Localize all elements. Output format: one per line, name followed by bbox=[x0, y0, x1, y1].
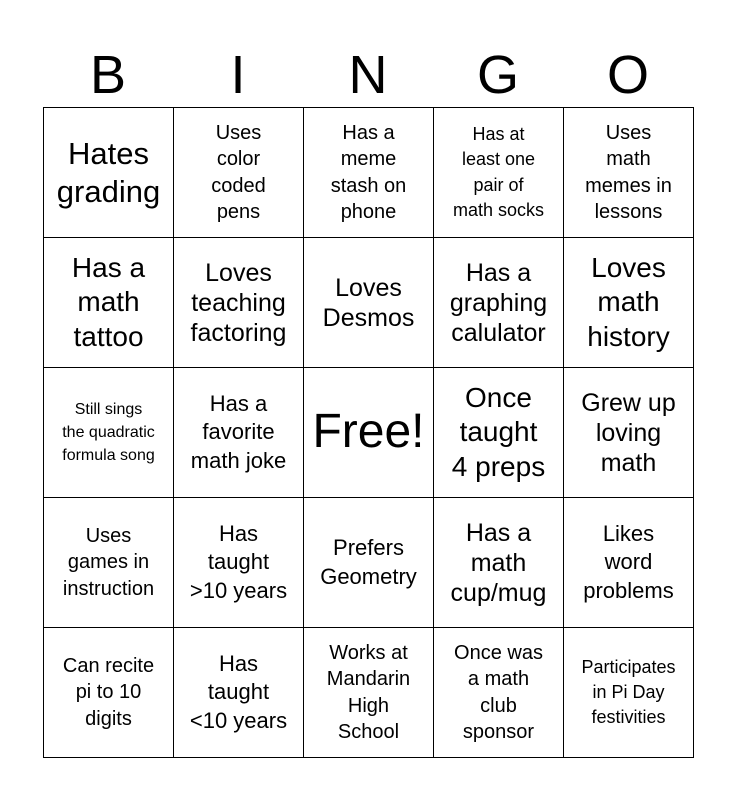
bingo-cell[interactable] bbox=[174, 238, 304, 368]
bingo-cell[interactable] bbox=[434, 108, 564, 238]
cell-label: Has taught <10 years bbox=[189, 650, 288, 733]
cell-label: Loves Desmos bbox=[322, 273, 415, 332]
cell-label: Once was a math club sponsor bbox=[454, 641, 543, 743]
cell-label: Has taught >10 years bbox=[189, 520, 288, 603]
cell-label: Prefers Geometry bbox=[320, 534, 417, 589]
free-space-label: Free! bbox=[312, 405, 425, 459]
bingo-cell[interactable] bbox=[174, 368, 304, 498]
bingo-cell[interactable] bbox=[44, 368, 174, 498]
bingo-cell[interactable] bbox=[44, 498, 174, 628]
bingo-grid bbox=[43, 107, 694, 758]
bingo-cell[interactable] bbox=[434, 628, 564, 758]
cell-label: Participates in Pi Day festivities bbox=[581, 656, 676, 728]
cell-label: Loves teaching factoring bbox=[190, 258, 287, 347]
bingo-cell[interactable] bbox=[174, 108, 304, 238]
bingo-cell[interactable] bbox=[304, 498, 434, 628]
grid-row bbox=[44, 368, 694, 498]
cell-label: Has a math tattoo bbox=[71, 252, 146, 352]
bingo-cell[interactable] bbox=[304, 628, 434, 758]
bingo-cell[interactable] bbox=[174, 628, 304, 758]
cell-label: Once taught 4 preps bbox=[451, 382, 546, 482]
cell-label: Has a math cup/mug bbox=[450, 518, 547, 607]
grid-row bbox=[44, 238, 694, 368]
bingo-cell[interactable] bbox=[564, 108, 694, 238]
header-letter-o: O bbox=[606, 45, 649, 105]
bingo-cell[interactable] bbox=[434, 238, 564, 368]
bingo-cell[interactable] bbox=[44, 108, 174, 238]
header-letter-g: G bbox=[476, 45, 519, 105]
bingo-cell[interactable] bbox=[564, 238, 694, 368]
header-letter-b: B bbox=[89, 45, 127, 105]
grid-row bbox=[44, 628, 694, 758]
bingo-cell[interactable] bbox=[44, 628, 174, 758]
cell-label: Hates grading bbox=[56, 136, 161, 209]
cell-label: Has a meme stash on phone bbox=[330, 121, 407, 223]
bingo-header bbox=[43, 44, 693, 106]
bingo-cell[interactable] bbox=[174, 498, 304, 628]
cell-label: Has at least one pair of math socks bbox=[452, 124, 545, 220]
cell-label: Uses color coded pens bbox=[211, 121, 266, 223]
cell-label: Has a favorite math joke bbox=[190, 390, 287, 473]
cell-label: Uses math memes in lessons bbox=[585, 121, 672, 223]
cell-label: Grew up loving math bbox=[581, 388, 676, 477]
bingo-cell[interactable] bbox=[304, 238, 434, 368]
bingo-cell[interactable] bbox=[304, 108, 434, 238]
bingo-cell[interactable] bbox=[564, 498, 694, 628]
bingo-cell[interactable] bbox=[564, 368, 694, 498]
bingo-cell[interactable] bbox=[434, 498, 564, 628]
free-space-cell[interactable] bbox=[304, 368, 434, 498]
header-letter-i: I bbox=[230, 45, 246, 105]
cell-label: Works at Mandarin High School bbox=[326, 641, 411, 743]
bingo-cell[interactable] bbox=[564, 628, 694, 758]
bingo-cell[interactable] bbox=[434, 368, 564, 498]
grid-row bbox=[44, 108, 694, 238]
cell-label: Loves math history bbox=[587, 252, 670, 352]
cell-label: Has a graphing calulator bbox=[449, 258, 548, 347]
cell-label: Uses games in instruction bbox=[62, 524, 155, 600]
cell-label: Can recite pi to 10 digits bbox=[62, 654, 155, 730]
header-letter-n: N bbox=[348, 45, 388, 105]
grid-row bbox=[44, 498, 694, 628]
cell-label: Still sings the quadratic formula song bbox=[62, 400, 155, 465]
bingo-cell[interactable] bbox=[44, 238, 174, 368]
cell-label: Likes word problems bbox=[583, 520, 674, 603]
